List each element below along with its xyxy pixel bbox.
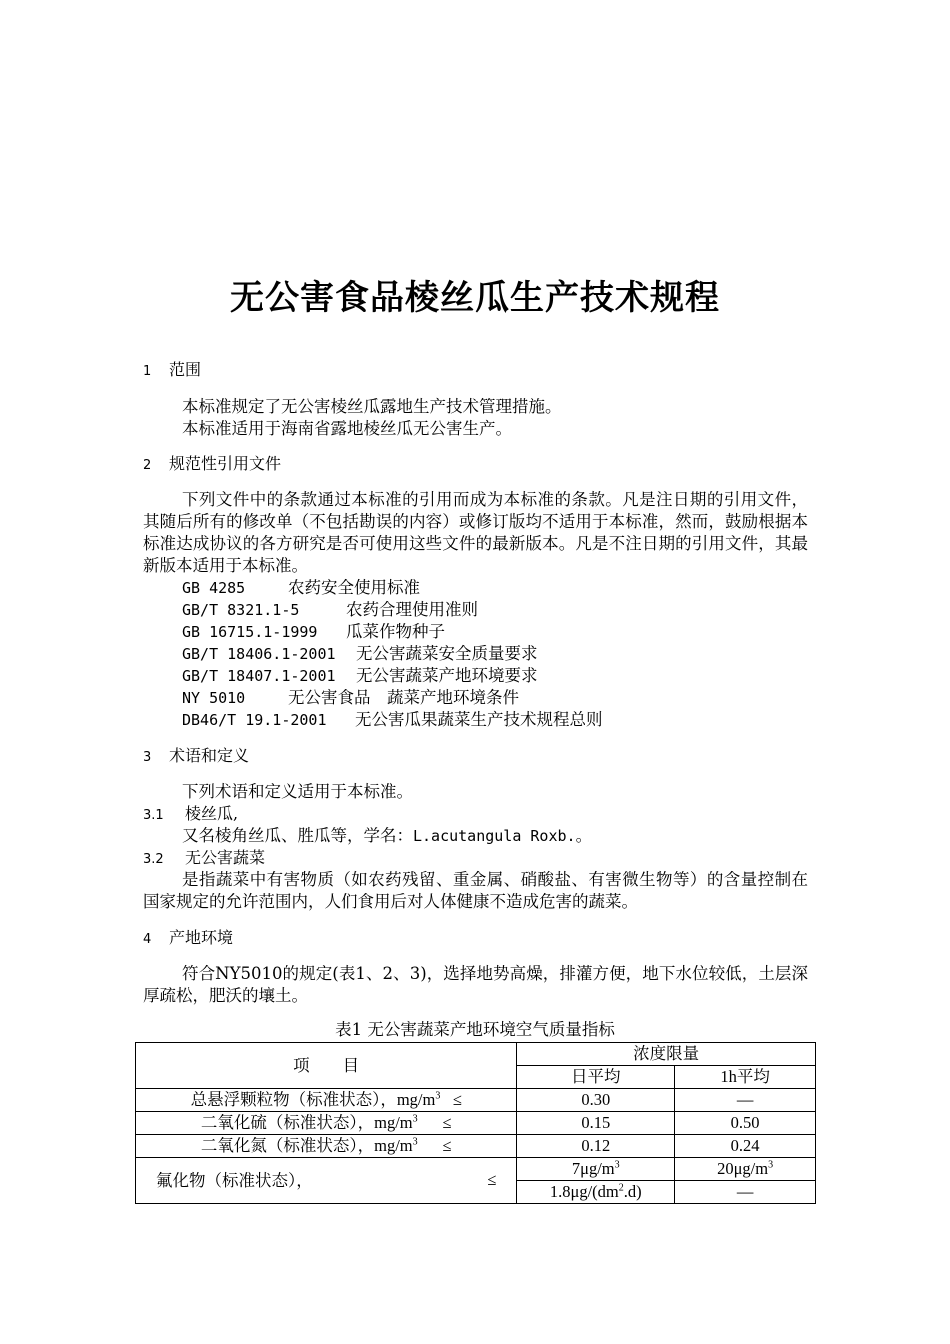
header-hourly: 1h平均: [675, 1066, 816, 1089]
reference-item: GB 4285 农药安全使用标准: [182, 578, 420, 597]
section-title: 规范性引用文件: [169, 454, 282, 473]
row-item: 总悬浮颗粒物（标准状态），$mg/m^3$ ≤: [136, 1089, 517, 1112]
paragraph: 下列术语和定义适用于本标准。: [182, 782, 413, 801]
paragraph: 符合NY5010的规定(表1、2、3)，选择地势高燥，排灌方便，地下水位较低，土层深厚疏松，肥沃的壤土。: [143, 964, 808, 1005]
table-row: [136, 1158, 816, 1181]
reference-item: GB/T 18407.1-2001 无公害蔬菜产地环境要求: [182, 666, 538, 685]
paragraph: 本标准适用于海南省露地棱丝瓜无公害生产。: [182, 419, 512, 438]
row-daily: $7\mu g/m^3$: [517, 1158, 675, 1181]
reference-item: GB/T 18406.1-2001 无公害蔬菜安全质量要求: [182, 644, 538, 663]
header-daily: 日平均: [517, 1066, 675, 1089]
row-daily: 0.12: [517, 1135, 675, 1158]
reference-item: NY 5010 无公害食品 蔬菜产地环境条件: [182, 688, 519, 707]
term-3-2-definition: 是指蔬菜中有害物质（如农药残留、重金属、硝酸盐、有害微生物等）的含量控制在国家规定的允许范围内，人们食用后对人体健康不造成危害的蔬菜。: [143, 870, 808, 911]
section-number: 2: [143, 458, 152, 473]
paragraph: 本标准规定了无公害棱丝瓜露地生产技术管理措施。: [182, 397, 562, 416]
table-caption: 表1 无公害蔬菜产地环境空气质量指标: [335, 1020, 615, 1039]
term-3-1-definition: 又名棱角丝瓜、胜瓜等，学名：L.acutangula Roxb.。: [182, 826, 593, 845]
section-title: 范围: [169, 360, 202, 379]
section-title: 产地环境: [169, 928, 234, 947]
section-3-heading: [143, 745, 249, 769]
table-row: [136, 1112, 816, 1135]
section-number: 1: [143, 364, 152, 379]
row-item: 二氧化硫（标准状态），$mg/m^3$ ≤: [136, 1112, 517, 1135]
term-3-1-heading: 3.1 棱丝瓜,: [143, 804, 239, 823]
header-item: 项 目: [136, 1043, 517, 1089]
reference-item: GB/T 8321.1-5 农药合理使用准则: [182, 600, 478, 619]
header-concentration: 浓度限量: [517, 1043, 816, 1066]
section-4-heading: [143, 927, 233, 951]
table-row: [136, 1089, 816, 1112]
term-3-2-heading: 3.2 无公害蔬菜: [143, 848, 266, 867]
table-header-row: [136, 1043, 816, 1066]
section-1-heading: [143, 359, 201, 383]
row-hourly: 0.24: [675, 1135, 816, 1158]
row-daily: 0.15: [517, 1112, 675, 1135]
table-row: [136, 1135, 816, 1158]
row-hourly: $20\mu g/m^3$: [675, 1158, 816, 1181]
row-hourly: —: [675, 1181, 816, 1204]
row-item: 氟化物（标准状态）， ≤: [136, 1158, 517, 1204]
reference-item: GB 16715.1-1999 瓜菜作物种子: [182, 622, 445, 641]
row-item: 二氧化氮（标准状态），$mg/m^3$ ≤: [136, 1135, 517, 1158]
section-number: 4: [143, 932, 152, 947]
row-hourly: 0.50: [675, 1112, 816, 1135]
row-daily: 0.30: [517, 1089, 675, 1112]
document-title: 无公害食品棱丝瓜生产技术规程: [230, 278, 720, 318]
row-hourly: —: [675, 1089, 816, 1112]
section-number: 3: [143, 750, 152, 765]
row-daily: $1.8\mu g/(dm^2.d)$: [517, 1181, 675, 1204]
air-quality-table: [135, 1042, 816, 1204]
reference-item: DB46/T 19.1-2001 无公害瓜果蔬菜生产技术规程总则: [182, 710, 603, 729]
section-2-heading: [143, 453, 281, 477]
section-title: 术语和定义: [169, 746, 250, 765]
paragraph: 下列文件中的条款通过本标准的引用而成为本标准的条款。凡是注日期的引用文件，其随后所有的修改单（不包括勘误的内容）或修订版均不适用于本标准，然而，鼓励根据本标准达成协议的各方研究是否可使用这些文件的最新版本。凡是不注日期的引用文件，其最新版本适用于本标准。: [143, 490, 808, 575]
